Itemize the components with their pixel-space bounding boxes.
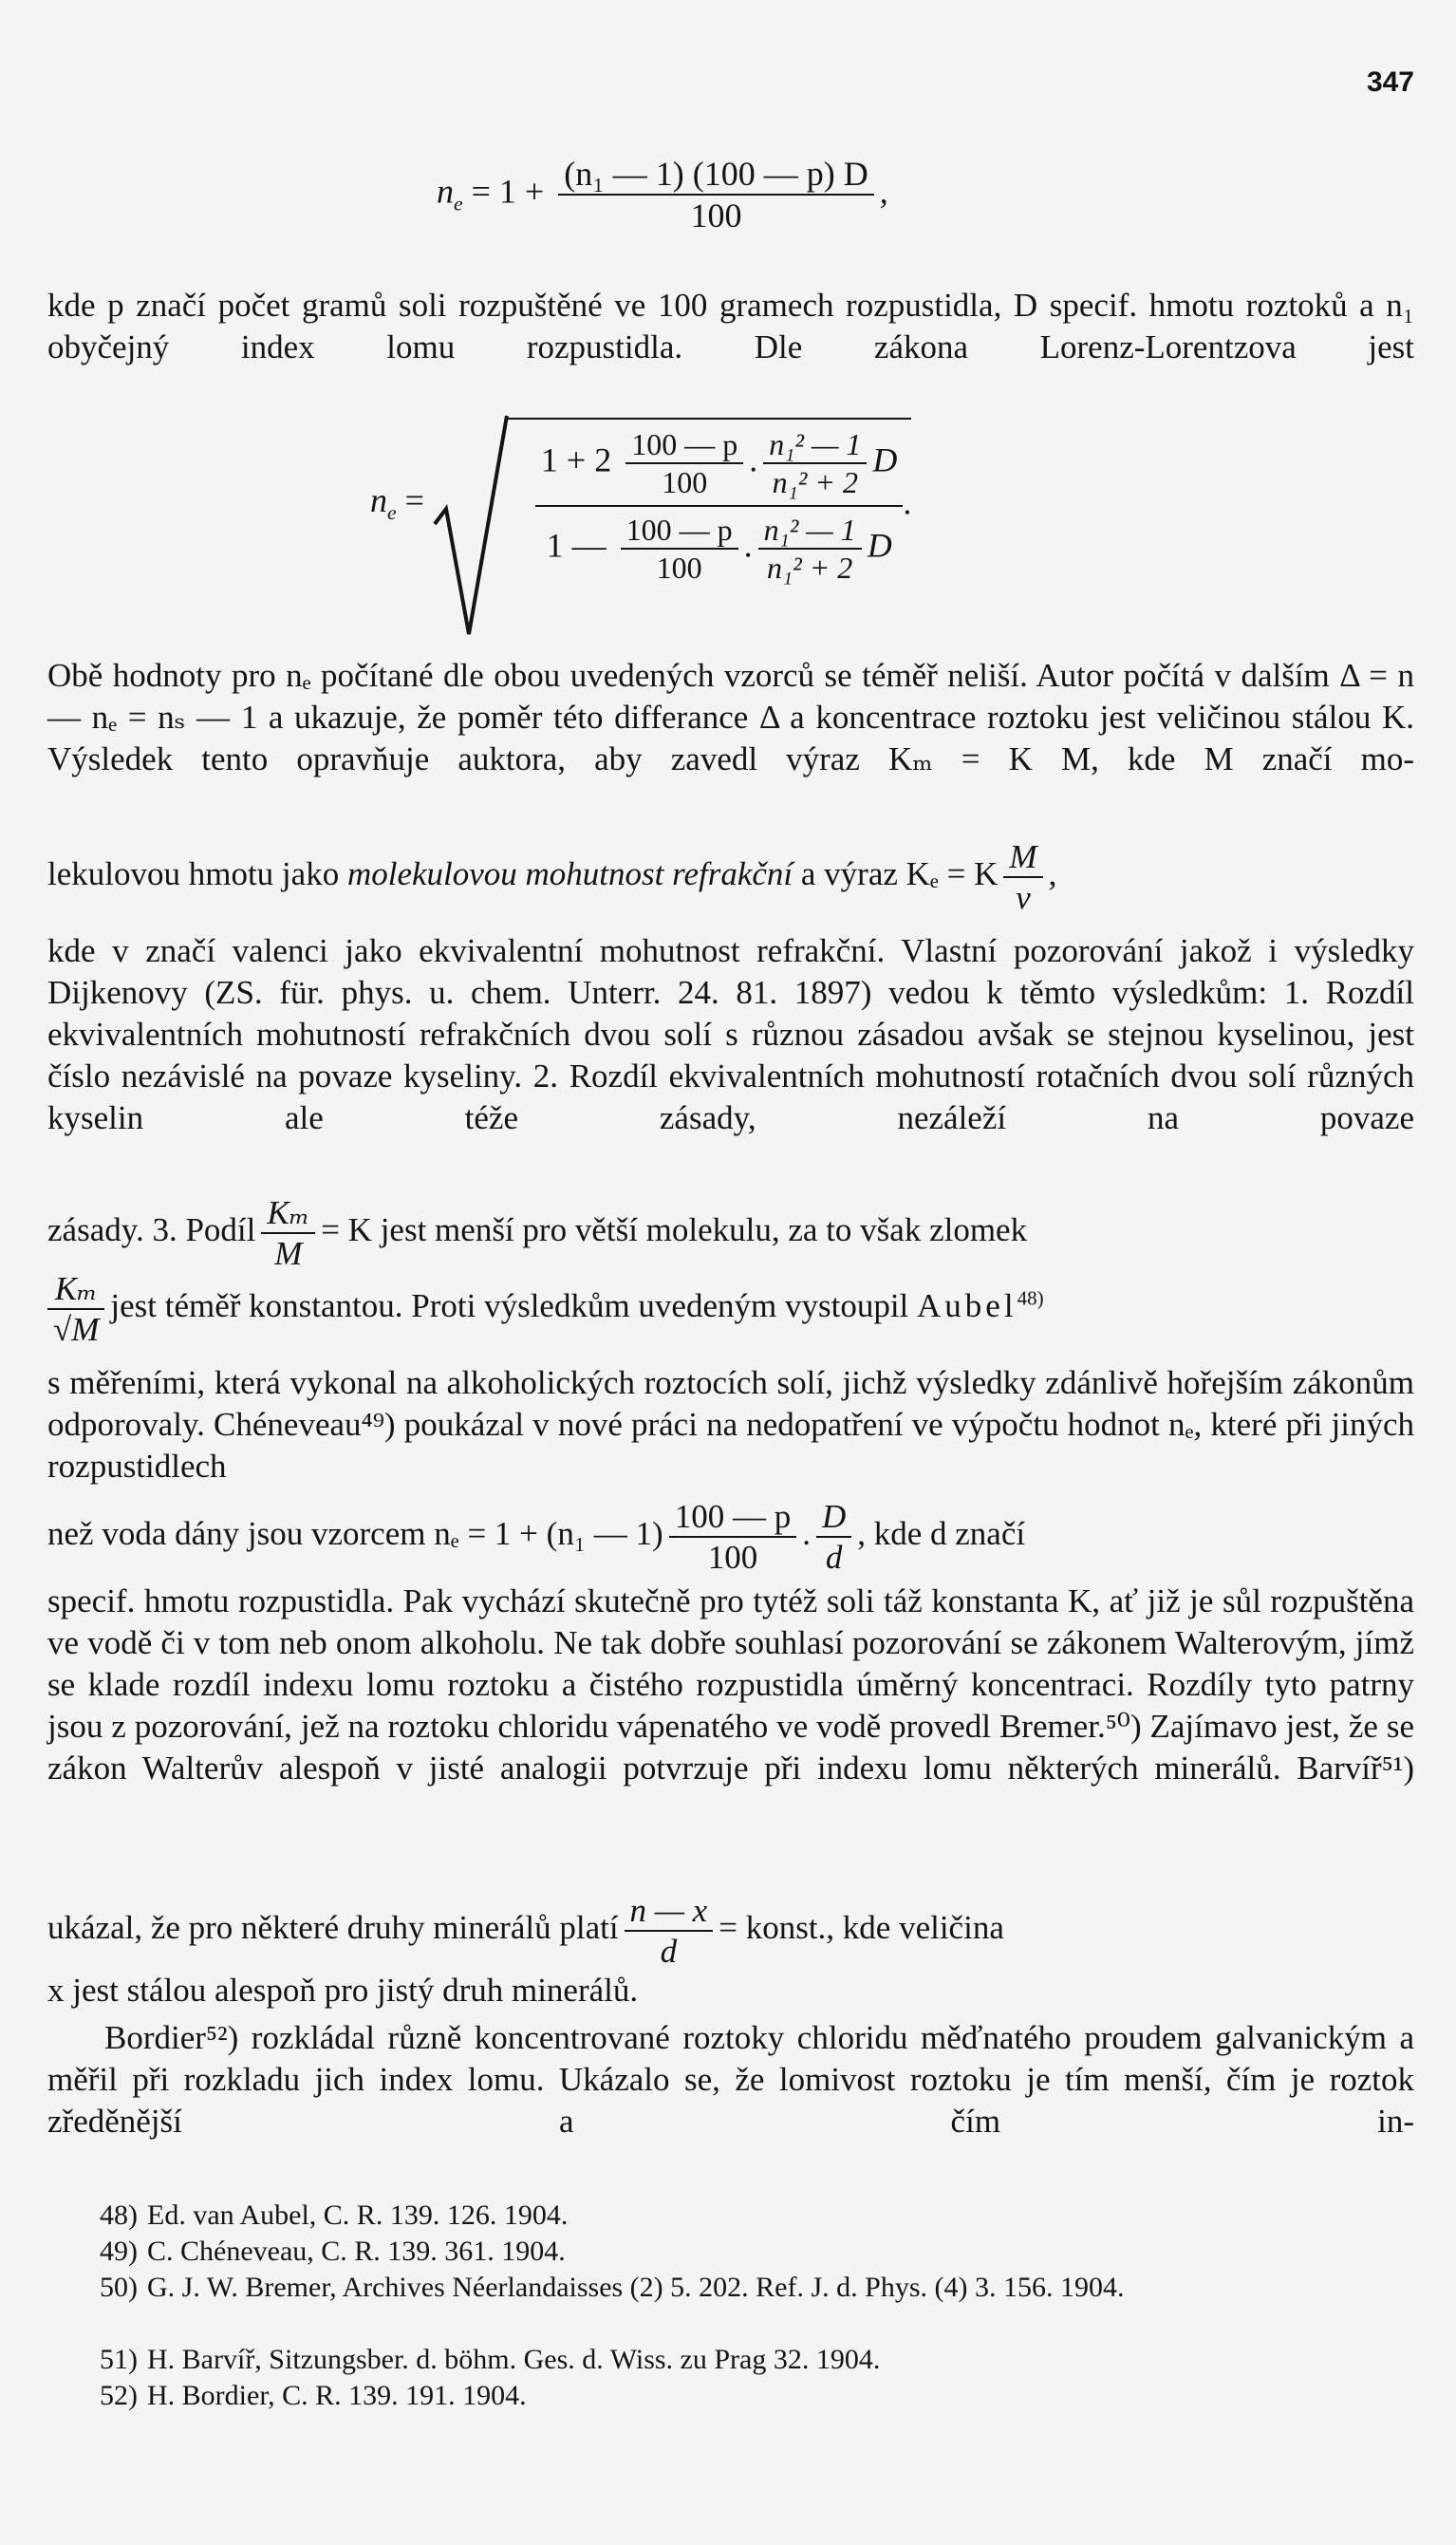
- lf5-num: n — x: [625, 1894, 714, 1932]
- eq1-eq: = 1 +: [462, 172, 553, 211]
- lf4-dot: .: [802, 1515, 811, 1553]
- lf4-f1-den: 100: [707, 1539, 758, 1576]
- lf2-post: = K jest menší pro větší molekulu, za to však zlomek: [321, 1211, 1028, 1249]
- footnote-text: G. J. W. Bremer, Archives Néerlandaisses (2) 5. 202. Ref. J. d. Phys. (4) 3. 156. 1904.: [147, 2272, 1125, 2303]
- paragraph-2a: Obě hodnoty pro nₑ počítané dle obou uvedených vzorců se téměř neliší. Autor počítá v dalším Δ = n — nₑ = nₛ — 1 a ukazuje, že poměr této differance Δ a koncentrace roztoku jest veličinou stálou K. Výsledek tento opravňuje auktora, aby zavedl výraz Kₘ = K M, kde M značí mo-: [47, 657, 1414, 777]
- footnote-text: Ed. van Aubel, C. R. 139. 126. 1904.: [147, 2199, 569, 2231]
- paragraph-6: Bordier⁵²) rozkládal různě koncentrované roztoky chloridu měďnatého proudem galvanickým a měřil při rozkladu jich index lomu. Ukázalo se, že lomivost roztoku je tím menší, čím je roztok zředěnější a čím in-: [47, 2019, 1414, 2140]
- footnote-50: [47, 2270, 1414, 2306]
- eq2-bot-f2: [758, 515, 862, 583]
- lf4-f2: [816, 1500, 851, 1574]
- eq2-top-f1: [625, 429, 743, 497]
- lf4-f1-num: 100 — p: [669, 1500, 797, 1538]
- lf4-pre: než voda dány jsou vzorcem nₑ = 1 + (n₁ — 1): [47, 1515, 663, 1553]
- lf1-den: v: [1016, 879, 1031, 916]
- eq2-bot-f1-num: 100 — p: [621, 515, 738, 550]
- footnote-mark: 52): [100, 2380, 138, 2411]
- eq2-bot-d: D: [867, 526, 892, 565]
- lf1-num: M: [1003, 840, 1042, 878]
- eq1-denominator: 100: [690, 196, 742, 234]
- sqrt-radical: [433, 418, 911, 583]
- eq2-bot-f1-den: 100: [656, 551, 702, 585]
- radical-sign-icon: [433, 410, 509, 638]
- footnote-52: [47, 2378, 1414, 2414]
- footnote-mark: 50): [100, 2272, 138, 2303]
- lf1-italic: molekulovou mohutnost refrakční: [346, 855, 793, 893]
- eq2-top-f1-num: 100 — p: [625, 429, 743, 464]
- lf5-fraction: [625, 1894, 714, 1968]
- eq2-big-fraction: [535, 429, 903, 583]
- eq1-lhs-sub: e: [454, 192, 463, 215]
- lf3-den: √M: [53, 1311, 100, 1348]
- lf4-post: , kde d značí: [857, 1515, 1026, 1553]
- paragraph-5: x jest stálou alespoň pro jistý druh minerálů.: [47, 1972, 639, 2009]
- lf1-post: ,: [1048, 855, 1057, 893]
- eq1-trail: ,: [879, 172, 888, 211]
- eq2-top-f2: [763, 429, 867, 497]
- paragraph-2b: kde v značí valenci jako ekvivalentní mohutnost refrakční. Vlastní pozorování jakož i výsledky Dijkenovy (ZS. für. phys. u. chem. Unterr. 24. 81. 1897) vedou k těmto výsledkům: 1. Rozdíl ekvivalentních mohutností refrakčních dvou solí s různou zásadou avšak se stejnou kyselinou, jest číslo nezávislé na povaze kyseliny. 2. Rozdíl ekvivalentních mohutností rotačních dvou solí různých kyselin ale téže zásady, nezáleží na povaze: [47, 932, 1414, 1136]
- line-fraction-5: [47, 1894, 1004, 1968]
- paragraph-4: specif. hmotu rozpustidla. Pak vychází skutečně pro tytéž soli táž konstanta K, ať již je sůl rozpuštěna ve vodě či v tom neb onom alkoholu. Ne tak dobře souhlasí pozorování se zákonem Walterovým, jímž se klade rozdíl indexu lomu roztoku a čistého rozpustidla úměrný koncentraci. Rozdíly tyto patrny jsou z pozorování, jež na roztoku chloridu vápenatého ve vodě provedl Bremer.⁵⁰) Zajímavo jest, že se zákon Walterův alespoň v jisté analogii potvrzuje při indexu lomu některých minerálů. Barvíř⁵¹): [47, 1582, 1414, 1787]
- lf1-fraction: [1003, 840, 1042, 914]
- line-fraction-1: [47, 840, 1056, 914]
- footnote-48: [47, 2198, 1414, 2234]
- paragraph-3: s měřeními, která vykonal na alkoholických roztocích solí, jichž výsledky zdánlivě hořejším zákonům odporovaly. Chéneveau⁴⁹) poukázal v nové práci na nedopatření ve výpočtu hodnot nₑ, které při jiných rozpustidlech: [47, 1364, 1414, 1485]
- eq2-bot-a: 1 —: [546, 526, 607, 565]
- footnote-49: [47, 2234, 1414, 2270]
- lf3-num: Kₘ: [47, 1272, 104, 1310]
- eq2-bot-f2-num: n₁² — 1: [758, 515, 862, 550]
- lf3-name: Aubel: [917, 1287, 1017, 1325]
- eq2-top-dot: .: [749, 440, 758, 479]
- eq2-bot-f1: [621, 515, 738, 583]
- paragraph-1: kde p značí počet gramů soli rozpuštěné ve 100 gramech rozpustidla, D specif. hmotu roztoků a n₁ obyčejný index lomu rozpustidla. Dle zákona Lorenz-Lorentzova jest: [47, 287, 1414, 365]
- eq1-fraction: [558, 157, 874, 233]
- eq2-bot-dot: .: [743, 526, 753, 565]
- sqrt-content: [507, 418, 911, 583]
- eq2-eq: =: [396, 481, 424, 519]
- line-fraction-4: [47, 1500, 1025, 1574]
- eq2-top-a: 1 + 2: [540, 440, 612, 479]
- lf3-post: jest téměř konstantou. Proti výsledkům uvedeným vystoupil: [110, 1287, 909, 1325]
- eq2-top: [535, 429, 903, 507]
- equation-1: [437, 157, 888, 233]
- eq2-lhs: n: [370, 481, 387, 519]
- eq2-top-f1-den: 100: [662, 465, 708, 499]
- eq2-top-f2-den: n₁² + 2: [772, 465, 858, 499]
- footnote-text: H. Barvíř, Sitzungsber. d. böhm. Ges. d. Wiss. zu Prag 32. 1904.: [147, 2344, 881, 2375]
- lf5-pre: ukázal, že pro některé druhy minerálů platí: [47, 1909, 619, 1947]
- footnote-text: C. Chéneveau, C. R. 139. 361. 1904.: [147, 2236, 566, 2267]
- line-fraction-2: [47, 1196, 1027, 1270]
- lf4-f1: [669, 1500, 797, 1574]
- lf2-num: Kₘ: [261, 1196, 315, 1234]
- page-number: 347: [1366, 66, 1414, 98]
- eq2-top-f2-num: n₁² — 1: [763, 429, 867, 464]
- lf1-pre: lekulovou hmotu jako: [47, 855, 347, 893]
- equation-2: [370, 418, 911, 583]
- footnote-text: H. Bordier, C. R. 139. 191. 1904.: [147, 2380, 527, 2411]
- lf2-pre: zásady. 3. Podíl: [47, 1211, 256, 1249]
- lf3-fraction: [47, 1272, 104, 1346]
- eq1-numerator: (n₁ — 1) (100 — p) D: [558, 157, 874, 196]
- eq2-bot-f2-den: n₁² + 2: [766, 551, 853, 585]
- eq2-trail: .: [903, 483, 912, 522]
- footnote-mark: 51): [100, 2344, 138, 2375]
- lf2-den: M: [274, 1235, 303, 1272]
- lf5-den: d: [660, 1933, 678, 1970]
- footnote-mark: 48): [100, 2199, 138, 2231]
- lf1-mid: a výraz Kₑ = K: [793, 855, 999, 893]
- footnote-mark: 49): [100, 2236, 138, 2267]
- page: [47, 0, 1414, 2545]
- lf4-f2-num: D: [816, 1500, 851, 1538]
- eq2-bottom: [535, 507, 903, 583]
- lf2-fraction: [261, 1196, 315, 1270]
- eq2-lhs-sub: e: [387, 501, 397, 525]
- eq2-top-d: D: [872, 440, 898, 479]
- lf4-f2-den: d: [825, 1539, 843, 1576]
- line-fraction-3: [47, 1272, 1044, 1346]
- eq1-lhs: n: [437, 172, 454, 211]
- lf5-post: = konst., kde veličina: [719, 1909, 1004, 1947]
- lf3-ref: 48): [1017, 1286, 1044, 1310]
- footnote-51: [47, 2342, 1414, 2378]
